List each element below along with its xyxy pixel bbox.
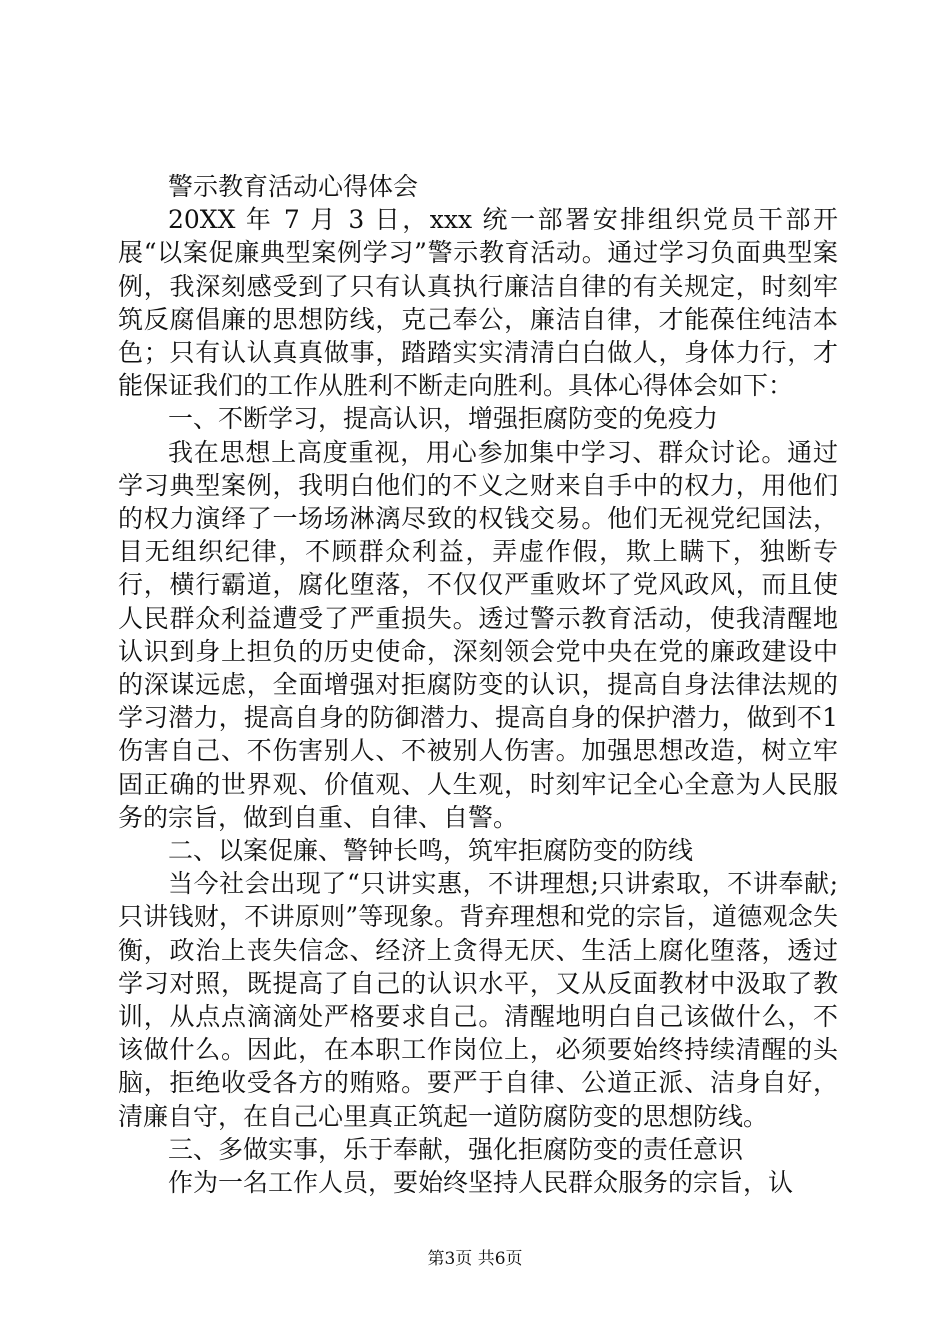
section-heading-3: 三、多做实事，乐于奉献，强化拒腐防变的责任意识 (168, 1134, 744, 1164)
section-heading-1: 一、不断学习，提高认识，增强拒腐防变的免疫力 (168, 404, 719, 434)
paragraph-intro: 20XX 年 7 月 3 日，xxx 统一部署安排组织党员干部开展“以案促廉典型案例学习”警示教育活动。通过学习负面典型案例，我深刻感受到了只有认真执行廉洁自律的有关规定，时刻牢筑反腐倡廉的思想防线，克己奉公，廉洁自律，才能葆住纯洁本色；只有认认真真做事，踏踏实实清清白白做人，身体力行，才能保证我们的工作从胜利不断走向胜利。具体心得体会如下： (118, 205, 838, 401)
paragraph-section-1: 我在思想上高度重视，用心参加集中学习、群众讨论。通过学习典型案例，我明白他们的不义之财来自手中的权力，用他们的权力演绎了一场场淋漓尽致的权钱交易。他们无视党纪国法，目无组织纪律，不顾群众利益，弄虚作假，欺上瞒下，独断专行，横行霸道，腐化堕落，不仅仅严重败坏了党风政风，而且使人民群众利益遭受了严重损失。透过警示教育活动，使我清醒地认识到身上担负的历史使命，深刻领会党中央在党的廉政建设中的深谋远虑，全面增强对拒腐防变的认识，提高自身法律法规的学习潜力，提高自身的防御潜力、提高自身的保护潜力，做到不1伤害自己、不伤害别人、不被别人伤害。加强思想改造，树立牢固正确的世界观、价值观、人生观，时刻牢记全心全意为人民服务的宗旨，做到自重、自律、自警。 (118, 437, 838, 832)
paragraph-section-3: 作为一名工作人员，要始终坚持人民群众服务的宗旨，认 (168, 1168, 794, 1198)
document-body (118, 170, 838, 1199)
section-heading-2: 二、以案促廉、警钟长鸣，筑牢拒腐防变的防线 (168, 836, 694, 866)
document-title: 警示教育活动心得体会 (168, 172, 419, 201)
page-footer: 第3页 共6页 (427, 1249, 523, 1269)
paragraph-section-2: 当今社会出现了“只讲实惠，不讲理想;只讲索取，不讲奉献;只讲钱财，不讲原则”等现象。背弃理想和党的宗旨，道德观念失衡，政治上丧失信念、经济上贪得无厌、生活上腐化堕落，透过学习对照，既提高了自己的认识水平，又从反面教材中汲取了教训，从点点滴滴处严格要求自己。清醒地明白自己该做什么，不该做什么。因此，在本职工作岗位上，必须要始终持续清醒的头脑，拒绝收受各方的贿赂。要严于自律、公道正派、洁身自好，清廉自守，在自己心里真正筑起一道防腐防变的思想防线。 (118, 869, 838, 1131)
